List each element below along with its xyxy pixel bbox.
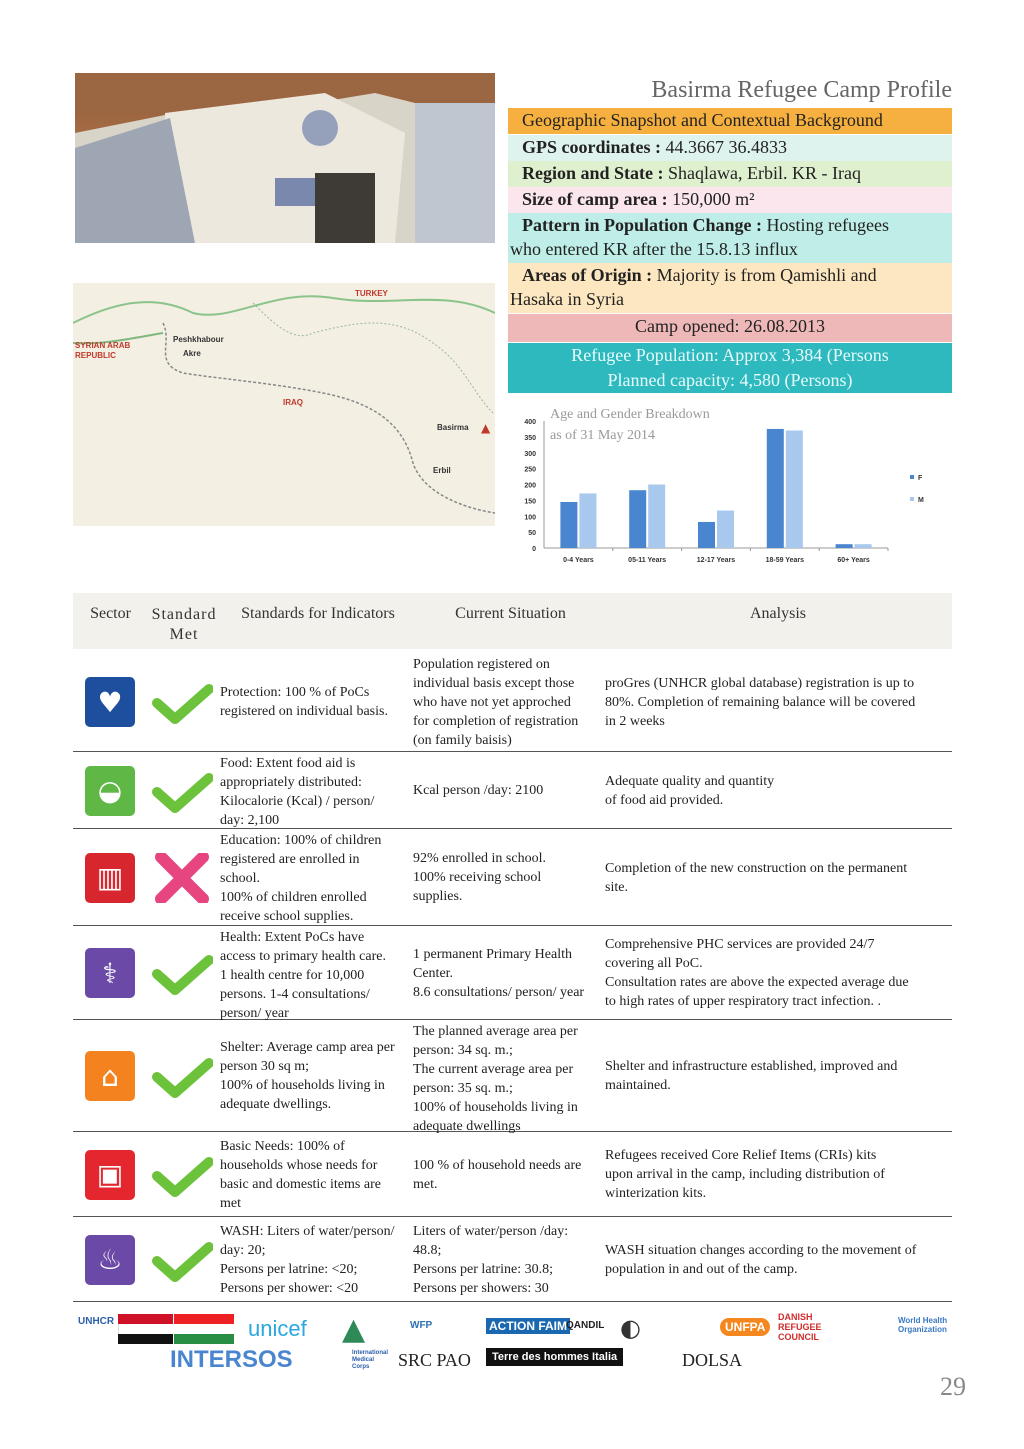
analysis-cell — [605, 935, 951, 1011]
education-icon: ▥ — [85, 853, 135, 903]
indicator-line: Shelter: Average camp area per — [220, 1040, 395, 1055]
indicator-cell — [220, 831, 410, 926]
health-icon: ⚕ — [85, 948, 135, 998]
logo-action-faim: ACTION FAIM — [486, 1318, 570, 1334]
analysis-line: proGres (UNHCR global database) registration is up to — [605, 675, 915, 691]
analysis-cell — [605, 1241, 951, 1279]
bar-m — [855, 544, 872, 548]
table-row — [73, 1217, 952, 1302]
situation-line: 100% receiving school — [413, 870, 542, 885]
region-value: Shaqlawa, Erbil. KR - Iraq — [668, 163, 861, 183]
analysis-line: to high rates of upper respiratory tract infection. . — [605, 994, 882, 1009]
logo-dolsa: DOLSA — [682, 1350, 743, 1370]
situation-line: met. — [413, 1176, 438, 1192]
indicator-line: households whose needs for — [220, 1157, 378, 1173]
checkmark-icon — [151, 948, 213, 998]
analysis-line: Refugees received Core Relief Items (CRIs) kits — [605, 1148, 877, 1163]
col-sector: Sector — [90, 605, 131, 622]
situation-cell — [413, 945, 605, 1002]
mountain-logo-icon: ▲ — [342, 1312, 366, 1347]
gps-row — [508, 135, 952, 161]
indicator-line: person/ year — [220, 1006, 289, 1021]
gps-label: GPS coordinates : — [522, 137, 661, 157]
checkmark-icon — [151, 1235, 213, 1285]
checkmark-icon — [151, 1051, 213, 1101]
indicator-line: WASH: Liters of water/person/ — [220, 1223, 395, 1239]
analysis-line: WASH situation changes according to the movement of — [605, 1242, 917, 1258]
indicator-cell — [220, 683, 410, 721]
indicator-line: Health: Extent PoCs have — [220, 930, 365, 945]
y-tick-label: 100 — [524, 514, 536, 522]
bar-m — [579, 493, 596, 548]
table-row — [73, 829, 952, 926]
chart-title: Age and Gender Breakdown — [550, 407, 710, 422]
bar-m — [786, 431, 803, 548]
analysis-line: winterization kits. — [605, 1186, 707, 1201]
map-label-akre: Akre — [183, 349, 201, 358]
location-map — [73, 283, 495, 526]
indicator-line: basic and domestic items are — [220, 1176, 381, 1192]
dots-logo-icon: ◐ — [620, 1314, 641, 1342]
analysis-line: maintained. — [605, 1078, 671, 1093]
analysis-line: Consultation rates are above the expected average due — [605, 975, 909, 990]
protection-icon: ♥ — [85, 677, 135, 727]
origin-label: Areas of Origin : — [522, 265, 653, 285]
planned-capacity: Planned capacity: 4,580 (Persons) — [607, 370, 853, 390]
indicator-line: day: 2,100 — [220, 813, 280, 828]
map-label-iraq: IRAQ — [283, 398, 303, 407]
indicator-line: Kilocalorie (Kcal) / person/ — [220, 794, 375, 809]
analysis-line: 80%. Completion of remaining balance will be covered — [605, 694, 916, 710]
origin-value-1: Majority is from Qamishli and — [656, 265, 877, 285]
y-tick-label: 400 — [524, 419, 536, 426]
shelter-icon: ⌂ — [85, 1051, 135, 1101]
bar-m — [648, 485, 665, 549]
analysis-line: Completion of the new construction on the permanent — [605, 860, 908, 876]
indicator-line: 100% of children enrolled — [220, 890, 367, 905]
indicator-cell — [220, 928, 410, 1023]
map-label-erbil: Erbil — [433, 466, 451, 475]
region-row — [508, 161, 952, 187]
y-tick-label: 300 — [524, 450, 536, 458]
situation-cell — [413, 1022, 605, 1136]
refugee-population: Refugee Population: Approx 3,384 (Persons — [571, 345, 889, 365]
analysis-line: Comprehensive PHC services are provided 24/7 — [605, 937, 875, 952]
page-number: 29 — [940, 1372, 966, 1401]
situation-line: for completion of registration — [413, 713, 579, 729]
situation-line: Population registered on — [413, 656, 550, 672]
analysis-cell — [605, 1057, 951, 1095]
col-analysis: Analysis — [750, 605, 806, 622]
logo-src-pao: SRC PAO — [398, 1350, 471, 1370]
food-icon: ◒ — [85, 766, 135, 816]
y-tick-label: 0 — [532, 546, 536, 553]
checkmark-icon — [151, 677, 213, 727]
indicator-line: access to primary health care. — [220, 949, 386, 964]
indicator-cell — [220, 1038, 410, 1114]
logo-unfpa: UNFPA — [720, 1318, 770, 1336]
cross-icon — [151, 853, 213, 903]
legend-label: F — [918, 475, 923, 482]
situation-line: 1 permanent Primary Health — [413, 946, 573, 962]
situation-line: (on family baisis) — [413, 732, 512, 748]
region-label: Region and State : — [522, 163, 664, 183]
col-situation: Current Situation — [455, 605, 566, 622]
y-tick-label: 200 — [524, 482, 536, 490]
y-tick-label: 250 — [524, 466, 536, 474]
checkmark-icon — [151, 1150, 213, 1200]
map-label-turkey: TURKEY — [355, 289, 388, 298]
situation-line: supplies. — [413, 889, 463, 904]
situation-line: 48.8; — [413, 1242, 442, 1258]
situation-line: 100% of households living in — [413, 1100, 578, 1115]
table-row — [73, 1020, 952, 1132]
pattern-label: Pattern in Population Change : — [522, 215, 763, 235]
situation-line: 92% enrolled in school. — [413, 851, 546, 866]
situation-line: Persons per latrine: 30.8; — [413, 1261, 553, 1277]
origin-row — [508, 263, 952, 313]
indicator-line: persons. 1-4 consultations/ — [220, 987, 370, 1002]
population-box — [508, 343, 952, 393]
map-label-syria: SYRIAN ARAB REPUBLIC — [75, 341, 131, 360]
indicator-line: Persons per latrine: <20; — [220, 1261, 358, 1277]
pattern-value-1: Hosting refugees — [766, 215, 889, 235]
situation-line: Liters of water/person /day: — [413, 1223, 569, 1239]
x-tick-label: 60+ Years — [837, 557, 870, 564]
y-tick-label: 350 — [524, 434, 536, 442]
situation-line: The planned average area per — [413, 1024, 578, 1039]
analysis-line: covering all PoC. — [605, 956, 703, 971]
indicator-line: Persons per shower: <20 — [220, 1280, 359, 1296]
x-tick-label: 12-17 Years — [696, 557, 736, 564]
situation-cell — [413, 781, 605, 800]
indicator-line: Education: 100% of children — [220, 833, 382, 848]
bar-f — [836, 544, 853, 548]
bar-f — [767, 429, 784, 548]
indicator-line: 100% of households living in — [220, 1078, 385, 1093]
analysis-cell — [605, 1146, 951, 1203]
size-row — [508, 187, 952, 213]
situation-line: individual basis except those — [413, 675, 575, 691]
checkmark-icon — [151, 766, 213, 816]
situation-line: adequate dwellings — [413, 1119, 521, 1134]
indicator-cell — [220, 1222, 410, 1298]
wash-icon: ♨ — [85, 1235, 135, 1285]
indicator-cell — [220, 754, 410, 830]
col-standard-met — [143, 605, 225, 645]
situation-cell — [413, 1222, 605, 1298]
situation-line: who have not yet approched — [413, 694, 571, 710]
logo-intersos: INTERSOS — [170, 1346, 293, 1373]
legend-swatch — [910, 475, 914, 479]
situation-line: Center. — [413, 965, 454, 981]
analysis-line: in 2 weeks — [605, 713, 665, 729]
indicator-line: appropriately distributed: — [220, 775, 362, 790]
logo-drc: DANISH REFUGEE COUNCIL — [778, 1312, 822, 1342]
col-standard-line2: Met — [169, 626, 199, 643]
table-header — [73, 593, 952, 649]
basic-needs-icon: ▣ — [85, 1150, 135, 1200]
camp-marker-icon: ▲ — [481, 421, 491, 435]
logo-terre-des-hommes: Terre des hommes Italia — [486, 1348, 623, 1366]
indicator-cell — [220, 1137, 410, 1213]
indicator-line: registered are enrolled in — [220, 852, 360, 867]
indicator-line: day: 20; — [220, 1242, 266, 1258]
col-standard-line1: Standard — [151, 606, 217, 623]
indicator-line: Food: Extent food aid is — [220, 756, 356, 771]
size-label: Size of camp area : — [522, 189, 668, 209]
origin-value-2: Hasaka in Syria — [510, 289, 624, 309]
situation-line: person: 34 sq. m.; — [413, 1043, 513, 1058]
logo-imc: International Medical Corps — [352, 1350, 389, 1370]
table-row — [73, 652, 952, 752]
x-tick-label: 18-59 Years — [765, 557, 805, 564]
situation-line: person: 35 sq. m.; — [413, 1081, 513, 1096]
bar-m — [717, 511, 734, 548]
legend-label: M — [918, 497, 924, 504]
bar-f — [629, 490, 646, 548]
gps-value: 44.3667 36.4833 — [665, 137, 787, 157]
map-label-basirma: Basirma — [437, 423, 469, 432]
indicator-line: 1 health centre for 10,000 — [220, 968, 365, 983]
size-value: 150,000 m² — [672, 189, 755, 209]
situation-cell — [413, 1156, 605, 1194]
page-title: Basirma Refugee Camp Profile — [651, 77, 952, 103]
logo-unicef: unicef — [248, 1316, 307, 1341]
indicator-line: receive school supplies. — [220, 909, 354, 924]
analysis-line: population in and out of the camp. — [605, 1261, 798, 1277]
situation-line: 100 % of household needs are — [413, 1157, 582, 1173]
indicator-line: person 30 sq m; — [220, 1059, 310, 1074]
legend-swatch — [910, 497, 914, 501]
bar-f — [698, 522, 715, 548]
table-row — [73, 752, 952, 829]
camp-photo — [75, 73, 495, 243]
analysis-line: Adequate quality and quantity — [605, 773, 775, 789]
table-row — [73, 1132, 952, 1217]
logo-unhcr: UNHCR — [78, 1316, 115, 1327]
situation-cell — [413, 655, 605, 750]
analysis-line: upon arrival in the camp, including distribution of — [605, 1167, 885, 1182]
iraq-flag-icon — [118, 1314, 173, 1344]
table-row — [73, 926, 952, 1020]
situation-line: Persons per showers: 30 — [413, 1280, 549, 1296]
indicator-line: Basic Needs: 100% of — [220, 1138, 345, 1154]
analysis-cell — [605, 772, 951, 810]
indicator-line: Protection: 100 % of PoCs — [220, 685, 370, 700]
age-gender-chart — [508, 405, 952, 575]
indicator-line: met — [220, 1195, 241, 1211]
y-tick-label: 50 — [528, 530, 536, 538]
camp-opened: Camp opened: 26.08.2013 — [508, 314, 952, 342]
analysis-line: Shelter and infrastructure established, improved and — [605, 1059, 898, 1074]
indicator-line: registered on individual basis. — [220, 704, 388, 719]
chart-subtitle: as of 31 May 2014 — [550, 428, 655, 443]
situation-line: The current average area per — [413, 1062, 574, 1077]
logo-qandil: QANDIL — [566, 1320, 605, 1331]
analysis-cell — [605, 674, 951, 731]
pattern-value-2: who entered KR after the 15.8.13 influx — [510, 239, 798, 259]
y-tick-label: 150 — [524, 498, 536, 506]
indicator-line: adequate dwellings. — [220, 1097, 332, 1112]
situation-cell — [413, 849, 605, 906]
analysis-line: site. — [605, 879, 628, 895]
logo-wfp: WFP — [410, 1320, 433, 1331]
situation-line: Kcal person /day: 2100 — [413, 783, 544, 798]
x-tick-label: 05-11 Years — [628, 557, 667, 564]
x-tick-label: 0-4 Years — [563, 557, 594, 564]
map-label-peshkhabour: Peshkhabour — [173, 335, 224, 344]
situation-line: 8.6 consultations/ person/ year — [413, 984, 585, 1000]
analysis-line: of food aid provided. — [605, 792, 724, 808]
bar-f — [560, 502, 577, 548]
chart-plot — [508, 405, 952, 575]
logo-who: World Health Organization — [898, 1316, 948, 1334]
analysis-cell — [605, 859, 951, 897]
kurdistan-flag-icon — [174, 1314, 234, 1344]
col-indicators: Standards for Indicators — [241, 605, 395, 622]
section-heading: Geographic Snapshot and Contextual Background — [508, 108, 952, 134]
pattern-row — [508, 213, 952, 263]
indicator-line: school. — [220, 871, 261, 886]
